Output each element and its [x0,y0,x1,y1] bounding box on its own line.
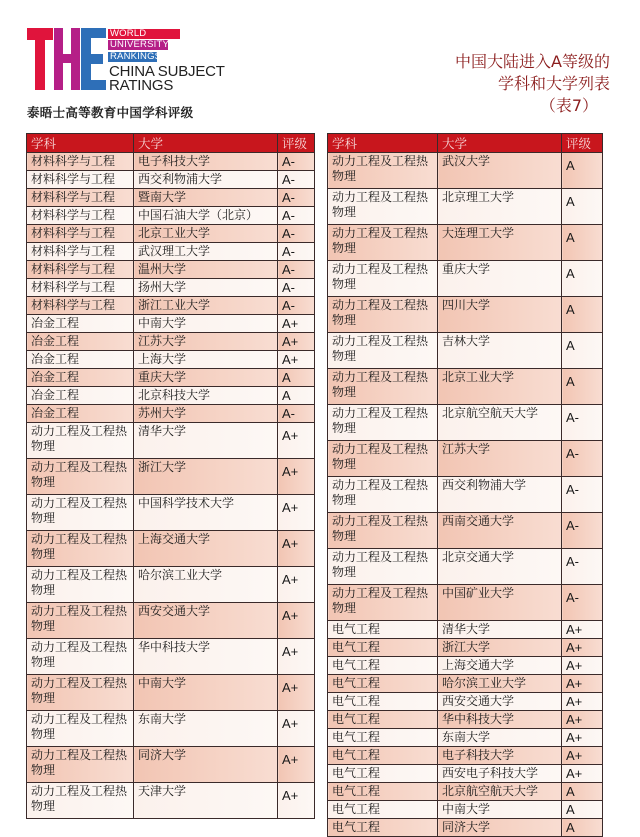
grade-cell: A- [278,261,315,279]
grade-cell: A+ [562,639,603,657]
university-cell: 西安交通大学 [438,693,562,711]
university-cell: 西南交通大学 [438,513,562,549]
subject-cell: 动力工程及工程热物理 [27,531,134,567]
table-row [27,747,315,783]
header-grade: 评级 [562,134,603,153]
table-row [328,765,603,783]
grade-cell: A+ [278,711,315,747]
page-title-line2: 学科和大学列表 [497,74,610,93]
table-row [27,171,315,189]
subject-cell: 材料科学与工程 [27,261,134,279]
subject-cell: 动力工程及工程热物理 [328,261,438,297]
subject-cell: 材料科学与工程 [27,297,134,315]
subject-cell: 动力工程及工程热物理 [328,441,438,477]
table-row [27,531,315,567]
university-cell: 重庆大学 [134,369,278,387]
subject-cell: 电气工程 [328,801,438,819]
grade-cell: A+ [562,729,603,747]
grade-cell: A- [278,207,315,225]
subject-cell: 动力工程及工程热物理 [27,459,134,495]
table-row [27,333,315,351]
grade-cell: A- [278,297,315,315]
table-row [27,387,315,405]
logo-chinese-name: 泰晤士高等教育中国学科评级 [27,105,194,120]
grade-cell: A+ [278,783,315,819]
university-cell: 北京航空航天大学 [438,405,562,441]
subject-cell: 电气工程 [328,729,438,747]
logo-stripe-university: UNIVERSITY [110,39,170,50]
subject-cell: 冶金工程 [27,315,134,333]
table-row [27,279,315,297]
grade-cell: A- [562,549,603,585]
grade-cell: A+ [278,351,315,369]
logo-stripe-rankings: RANKINGS [110,51,162,62]
grade-cell: A- [278,225,315,243]
table-row [328,747,603,765]
university-cell: 哈尔滨工业大学 [134,567,278,603]
table-row [328,675,603,693]
subject-cell: 动力工程及工程热物理 [328,585,438,621]
university-cell: 中南大学 [134,675,278,711]
table-row [27,567,315,603]
grade-cell: A+ [278,495,315,531]
table-row [328,549,603,585]
university-cell: 电子科技大学 [438,747,562,765]
grade-cell: A- [278,153,315,171]
university-cell: 江苏大学 [134,333,278,351]
subject-cell: 冶金工程 [27,351,134,369]
table-row [27,153,315,171]
subject-cell: 冶金工程 [27,387,134,405]
university-cell: 浙江大学 [134,459,278,495]
subject-cell: 动力工程及工程热物理 [328,153,438,189]
subject-cell: 动力工程及工程热物理 [328,225,438,261]
table-row [27,639,315,675]
subject-cell: 动力工程及工程热物理 [328,189,438,225]
table-row [27,225,315,243]
university-cell: 扬州大学 [134,279,278,297]
table-row [328,693,603,711]
university-cell: 清华大学 [134,423,278,459]
table-row [27,297,315,315]
grade-cell: A+ [562,765,603,783]
subject-cell: 电气工程 [328,639,438,657]
grade-cell: A [562,369,603,405]
grade-cell: A [562,189,603,225]
university-cell: 大连理工大学 [438,225,562,261]
university-cell: 西安交通大学 [134,603,278,639]
page-title-line3: （表7） [539,96,598,115]
grade-cell: A+ [278,747,315,783]
subject-cell: 冶金工程 [27,333,134,351]
grade-cell: A+ [278,675,315,711]
header-university: 大学 [438,134,562,153]
grade-cell: A+ [278,531,315,567]
subject-cell: 冶金工程 [27,405,134,423]
logo-stripe-world: WORLD [108,29,180,39]
table-row [328,225,603,261]
university-cell: 西交利物浦大学 [134,171,278,189]
table-row [27,243,315,261]
logo-letter-t [27,28,53,90]
grade-cell: A+ [278,639,315,675]
university-cell: 同济大学 [134,747,278,783]
table-row [328,657,603,675]
university-cell: 浙江大学 [438,639,562,657]
table-row [328,585,603,621]
logo-subtitle-line1: CHINA SUBJECT [109,63,225,80]
table-row [328,711,603,729]
university-cell: 四川大学 [438,297,562,333]
university-cell: 重庆大学 [438,261,562,297]
subject-cell: 电气工程 [328,765,438,783]
university-cell: 电子科技大学 [134,153,278,171]
university-cell: 北京工业大学 [438,369,562,405]
subject-cell: 动力工程及工程热物理 [328,333,438,369]
table-row [27,261,315,279]
university-cell: 北京交通大学 [438,549,562,585]
grade-cell: A- [278,279,315,297]
university-cell: 暨南大学 [134,189,278,207]
logo-letter-h [54,28,80,90]
grade-cell: A [562,801,603,819]
subject-cell: 动力工程及工程热物理 [27,783,134,819]
table-row [27,369,315,387]
grade-cell: A+ [562,693,603,711]
university-cell: 东南大学 [134,711,278,747]
subject-cell: 电气工程 [328,675,438,693]
subject-cell: 动力工程及工程热物理 [27,603,134,639]
right-ratings-table [327,133,603,837]
table-row [328,261,603,297]
subject-cell: 电气工程 [328,783,438,801]
university-cell: 吉林大学 [438,333,562,369]
university-cell: 西交利物浦大学 [438,477,562,513]
subject-cell: 电气工程 [328,711,438,729]
subject-cell: 材料科学与工程 [27,171,134,189]
subject-cell: 动力工程及工程热物理 [328,369,438,405]
table-row [328,405,603,441]
table-row [328,441,603,477]
university-cell: 苏州大学 [134,405,278,423]
university-cell: 上海大学 [134,351,278,369]
university-cell: 武汉理工大学 [134,243,278,261]
subject-cell: 动力工程及工程热物理 [328,513,438,549]
subject-cell: 动力工程及工程热物理 [328,477,438,513]
subject-cell: 动力工程及工程热物理 [27,675,134,711]
left-ratings-table [26,133,315,819]
university-cell: 北京理工大学 [438,189,562,225]
header-university: 大学 [134,134,278,153]
subject-cell: 动力工程及工程热物理 [27,423,134,459]
table-header [27,134,315,153]
table-row [328,801,603,819]
university-cell: 同济大学 [438,819,562,837]
table-row [27,207,315,225]
table-row [27,783,315,819]
header-subject: 学科 [27,134,134,153]
grade-cell: A- [562,477,603,513]
grade-cell: A [562,225,603,261]
grade-cell: A+ [278,315,315,333]
university-cell: 江苏大学 [438,441,562,477]
table-row [27,189,315,207]
subject-cell: 材料科学与工程 [27,189,134,207]
grade-cell: A+ [278,567,315,603]
grade-cell: A [562,153,603,189]
table-row [328,819,603,837]
subject-cell: 动力工程及工程热物理 [27,495,134,531]
subject-cell: 动力工程及工程热物理 [27,711,134,747]
subject-cell: 电气工程 [328,693,438,711]
grade-cell: A+ [278,603,315,639]
subject-cell: 材料科学与工程 [27,243,134,261]
grade-cell: A- [278,171,315,189]
table-row [27,315,315,333]
university-cell: 武汉大学 [438,153,562,189]
subject-cell: 动力工程及工程热物理 [328,549,438,585]
grade-cell: A [278,387,315,405]
subject-cell: 电气工程 [328,657,438,675]
university-cell: 北京科技大学 [134,387,278,405]
table-row [328,639,603,657]
grade-cell: A [562,261,603,297]
grade-cell: A [562,333,603,369]
table-row [328,621,603,639]
university-cell: 华中科技大学 [438,711,562,729]
subject-cell: 材料科学与工程 [27,225,134,243]
table-header [328,134,603,153]
university-cell: 温州大学 [134,261,278,279]
table-row [27,423,315,459]
university-cell: 哈尔滨工业大学 [438,675,562,693]
university-cell: 中国科学技术大学 [134,495,278,531]
university-cell: 中国石油大学（北京） [134,207,278,225]
grade-cell: A [562,783,603,801]
grade-cell: A- [562,513,603,549]
grade-cell: A- [562,405,603,441]
grade-cell: A+ [562,675,603,693]
subject-cell: 冶金工程 [27,369,134,387]
subject-cell: 动力工程及工程热物理 [27,567,134,603]
page-title-line1: 中国大陆进入A等级的 [455,52,610,71]
university-cell: 中国矿业大学 [438,585,562,621]
grade-cell: A+ [562,621,603,639]
university-cell: 华中科技大学 [134,639,278,675]
grade-cell: A+ [562,711,603,729]
subject-cell: 材料科学与工程 [27,207,134,225]
university-cell: 清华大学 [438,621,562,639]
subject-cell: 动力工程及工程热物理 [27,747,134,783]
grade-cell: A- [278,243,315,261]
table-row [27,405,315,423]
grade-cell: A+ [562,747,603,765]
table-row [27,495,315,531]
grade-cell: A [562,819,603,837]
table-row [328,369,603,405]
table-row [328,153,603,189]
subject-cell: 动力工程及工程热物理 [328,297,438,333]
university-cell: 天津大学 [134,783,278,819]
university-cell: 上海交通大学 [438,657,562,675]
grade-cell: A- [562,585,603,621]
subject-cell: 动力工程及工程热物理 [328,405,438,441]
grade-cell: A+ [278,459,315,495]
grade-cell: A+ [562,657,603,675]
grade-cell: A+ [278,333,315,351]
logo-letter-e [81,28,107,90]
subject-cell: 电气工程 [328,621,438,639]
grade-cell: A- [278,405,315,423]
table-row [328,189,603,225]
university-cell: 西安电子科技大学 [438,765,562,783]
grade-cell: A [562,297,603,333]
table-row [27,459,315,495]
logo-subtitle-line2: RATINGS [109,77,174,94]
subject-cell: 材料科学与工程 [27,279,134,297]
table-row [328,513,603,549]
university-cell: 上海交通大学 [134,531,278,567]
grade-cell: A- [278,189,315,207]
subject-cell: 电气工程 [328,747,438,765]
university-cell: 中南大学 [438,801,562,819]
header-grade: 评级 [278,134,315,153]
table-row [27,711,315,747]
table-row [328,783,603,801]
grade-cell: A [278,369,315,387]
subject-cell: 动力工程及工程热物理 [27,639,134,675]
subject-cell: 材料科学与工程 [27,153,134,171]
university-cell: 中南大学 [134,315,278,333]
table-row [328,333,603,369]
table-row [328,729,603,747]
university-cell: 北京航空航天大学 [438,783,562,801]
table-row [328,297,603,333]
table-row [27,675,315,711]
university-cell: 北京工业大学 [134,225,278,243]
header-subject: 学科 [328,134,438,153]
table-row [27,351,315,369]
grade-cell: A+ [278,423,315,459]
university-cell: 浙江工业大学 [134,297,278,315]
table-row [328,477,603,513]
table-row [27,603,315,639]
subject-cell: 电气工程 [328,819,438,837]
university-cell: 东南大学 [438,729,562,747]
grade-cell: A- [562,441,603,477]
